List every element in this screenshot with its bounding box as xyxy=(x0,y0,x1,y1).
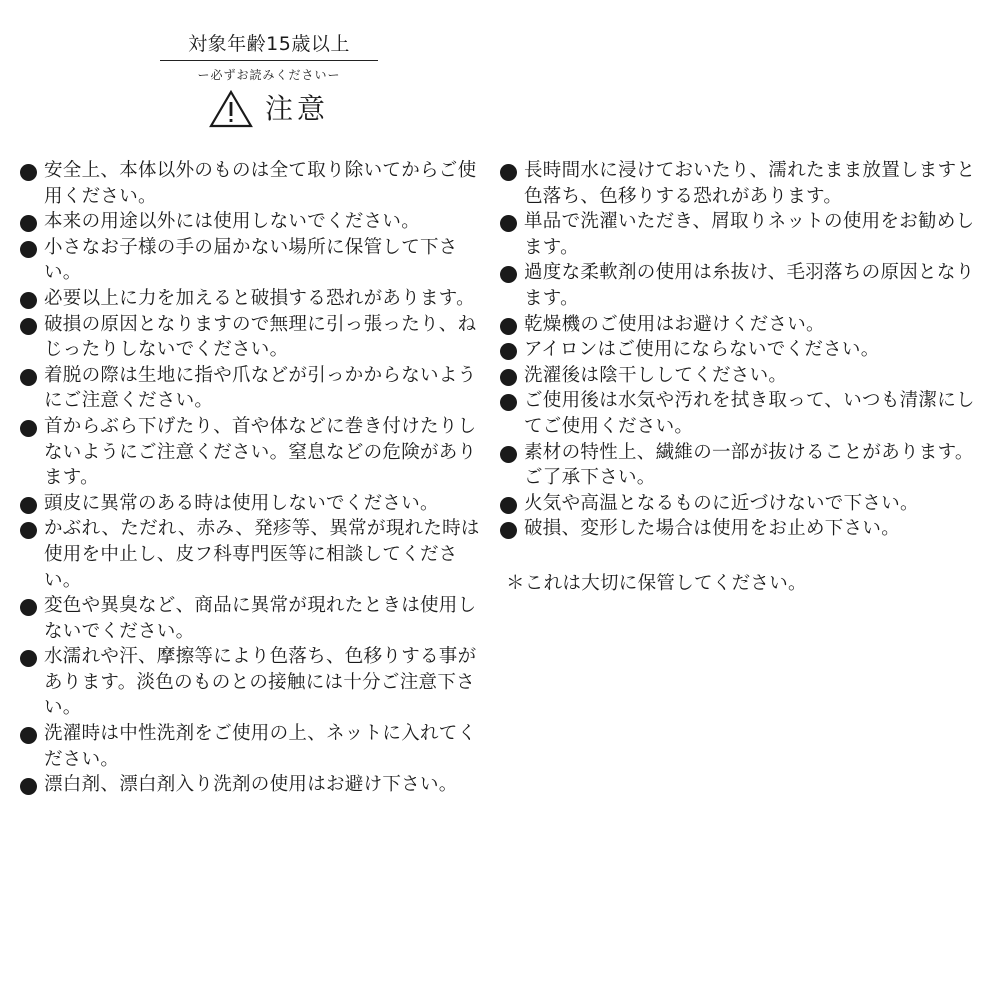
caution-header xyxy=(160,30,378,129)
caution-item-text: 着脱の際は生地に指や爪などが引っかからないようにご注意ください。 xyxy=(44,364,477,412)
bullet-dot-icon xyxy=(500,343,517,360)
bullet-dot-icon xyxy=(500,394,517,411)
bullet-dot-icon xyxy=(20,164,37,181)
bullet-dot-icon xyxy=(500,215,517,232)
caution-item xyxy=(20,644,492,721)
bullet-dot-icon xyxy=(20,292,37,309)
caution-item-text: 安全上、本体以外のものは全て取り除いてからご使用ください。 xyxy=(44,160,477,207)
caution-item-text: 洗濯後は陰干ししてください。 xyxy=(524,364,788,386)
caution-item xyxy=(20,491,492,517)
caution-item xyxy=(500,209,980,260)
age-label: 対象年齢15歳以上 xyxy=(160,30,378,61)
caution-item-text: 火気や高温となるものに近づけないで下さい。 xyxy=(524,492,919,514)
caution-item xyxy=(20,721,492,772)
bullet-dot-icon xyxy=(500,318,517,335)
bullet-dot-icon xyxy=(20,241,37,258)
bullet-dot-icon xyxy=(500,369,517,386)
caution-item xyxy=(20,209,492,235)
caution-item xyxy=(20,516,492,593)
caution-item xyxy=(500,491,980,517)
bullet-dot-icon xyxy=(500,497,517,514)
bullet-dot-icon xyxy=(20,420,37,437)
caution-item xyxy=(500,158,980,209)
caution-item-text: 本来の用途以外には使用しないでください。 xyxy=(44,211,421,233)
warning-triangle-icon xyxy=(209,90,253,128)
caution-item-text: 変色や異臭など、商品に異常が現れたときは使用しないでください。 xyxy=(44,595,477,642)
caution-item xyxy=(20,286,492,312)
caution-item xyxy=(500,388,980,439)
bullet-dot-icon xyxy=(20,369,37,386)
bullet-dot-icon xyxy=(20,522,37,539)
bullet-dot-icon xyxy=(20,599,37,616)
caution-item xyxy=(500,516,980,542)
caution-item xyxy=(20,593,492,644)
bullet-dot-icon xyxy=(20,727,37,744)
caution-item xyxy=(20,158,492,209)
bullet-dot-icon xyxy=(500,266,517,283)
keep-note: ＊これは大切に保管してください。 xyxy=(506,573,807,594)
caution-item xyxy=(20,235,492,286)
caution-item-text: アイロンはご使用にならないでください。 xyxy=(524,339,880,361)
bullet-dot-icon xyxy=(20,318,37,335)
caution-title: 注意 xyxy=(264,92,329,125)
caution-item-text: 漂白剤、漂白剤入り洗剤の使用はお避け下さい。 xyxy=(44,774,458,796)
caution-item xyxy=(500,337,980,363)
caution-item-text: 必要以上に力を加えると破損する恐れがあります。 xyxy=(44,287,475,309)
caution-item-text: 素材の特性上、繊維の一部が抜けることがあります。ご了承下さい。 xyxy=(524,441,974,489)
caution-item-text: ご使用後は水気や汚れを拭き取って、いつも清潔にしてご使用ください。 xyxy=(524,390,975,437)
caution-list-right xyxy=(500,158,980,542)
bullet-dot-icon xyxy=(500,446,517,463)
read-notice: ー必ずお読みくださいー xyxy=(197,68,341,82)
caution-item xyxy=(500,363,980,389)
caution-heading xyxy=(160,89,378,129)
bullet-dot-icon xyxy=(20,650,37,667)
caution-item-text: 洗濯時は中性洗剤をご使用の上、ネットに入れてください。 xyxy=(44,723,477,770)
caution-item-text: かぶれ、ただれ、赤み、発疹等、異常が現れた時は使用を中止し、皮フ科専門医等に相談してください。 xyxy=(44,518,480,591)
caution-item-text: 頭皮に異常のある時は使用しないでください。 xyxy=(44,492,439,514)
caution-item-text: 乾燥機のご使用はお避けください。 xyxy=(524,313,825,335)
caution-item-text: 過度な柔軟剤の使用は糸抜け、毛羽落ちの原因となります。 xyxy=(524,262,975,309)
caution-item-text: 小さなお子様の手の届かない場所に保管して下さい。 xyxy=(44,236,458,284)
bullet-dot-icon xyxy=(20,497,37,514)
caution-item-text: 長時間水に浸けておいたり、濡れたまま放置しますと色落ち、色移りする恐れがあります。 xyxy=(524,160,976,207)
caution-item xyxy=(500,440,980,491)
bullet-dot-icon xyxy=(20,215,37,232)
caution-item xyxy=(500,312,980,338)
caution-item-text: 水濡れや汗、摩擦等により色落ち、色移りする事があります。淡色のものとの接触には十分ご注意下さい。 xyxy=(44,646,477,719)
caution-item-text: 単品で洗濯いただき、屑取りネットの使用をお勧めします。 xyxy=(524,211,975,258)
bullet-dot-icon xyxy=(500,164,517,181)
bullet-dot-icon xyxy=(500,522,517,539)
caution-item xyxy=(20,363,492,414)
caution-item xyxy=(20,414,492,491)
caution-item xyxy=(20,312,492,363)
caution-item-text: 破損、変形した場合は使用をお止め下さい。 xyxy=(524,518,901,540)
caution-item xyxy=(500,260,980,311)
caution-item-text: 首からぶら下げたり、首や体などに巻き付けたりしないようにご注意ください。窒息などの危険があります。 xyxy=(44,415,477,489)
caution-item xyxy=(20,772,492,798)
caution-item-text: 破損の原因となりますので無理に引っ張ったり、ねじったりしないでください。 xyxy=(44,313,477,361)
bullet-dot-icon xyxy=(20,778,37,795)
caution-list-left xyxy=(20,158,492,798)
